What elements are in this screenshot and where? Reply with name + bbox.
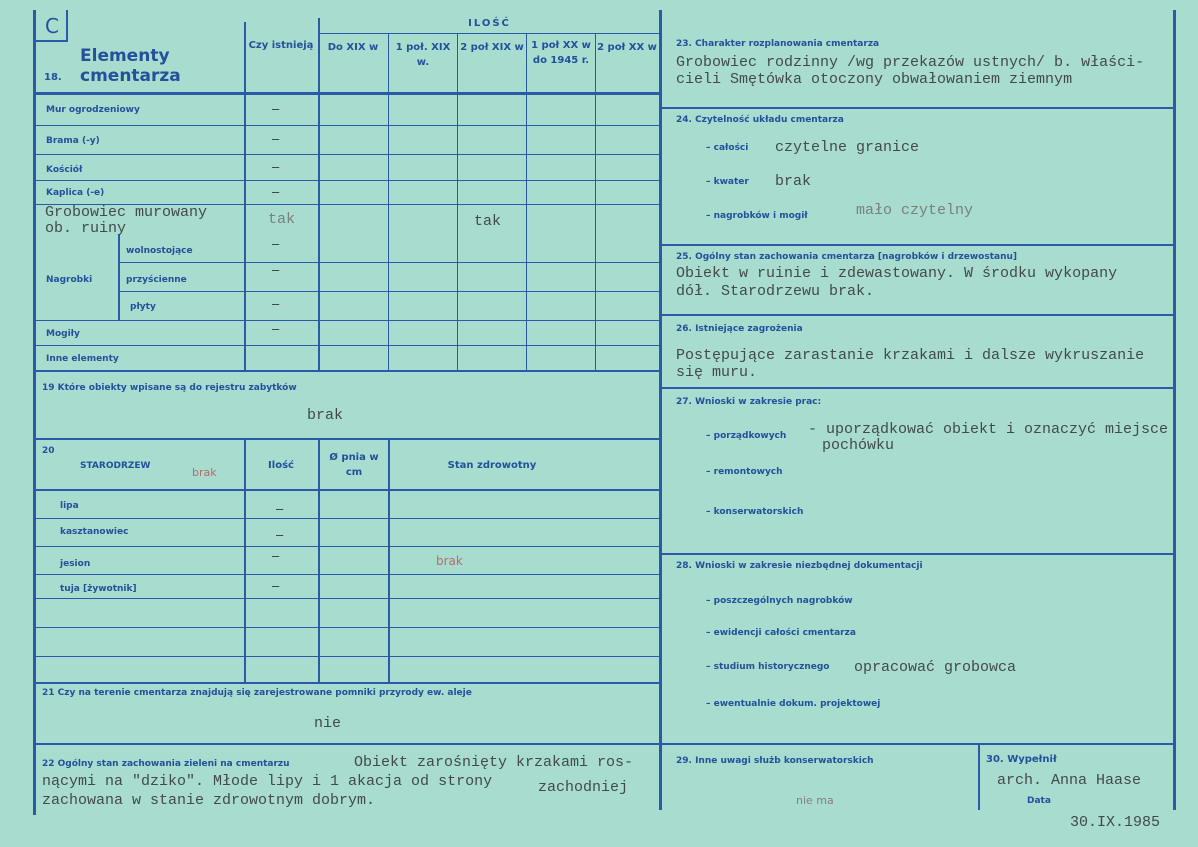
s18-title-2: cmentarza [80,66,181,86]
s23-line-1: Grobowiec rodzinny /wg przekazów ustnych/ b. właści- [676,54,1145,71]
row-brama: Brama (-y) [46,136,100,146]
przyscienne-exists: – [272,262,280,277]
category-letter: C [45,14,59,38]
rule [33,489,659,491]
rule [659,107,1175,109]
s29-label: 29. Inne uwagi służb konserwatorskich [676,756,874,766]
rule [118,234,120,320]
rule [33,682,659,684]
rule [33,92,659,95]
rule [659,387,1175,389]
handwritten-brak-1: brak [192,466,217,479]
row-plyty: płyty [130,302,156,312]
s27-konserwatorskich: – konserwatorskich [706,507,804,517]
mogily-exists: – [272,321,280,336]
rule [659,244,1175,246]
s29-value: nie ma [796,794,834,807]
s30-date: 30.IX.1985 [1070,814,1161,831]
lipa-ilosc: – [276,501,284,516]
rule [318,33,659,34]
s27-porzadkowych-line-1: - uporządkować obiekt i oznaczyć miejsce [808,421,1169,438]
jesion-ilosc: – [272,548,280,563]
s26-line-2: się muru. [676,364,758,381]
s25-line-2: dół. Starodrzewu brak. [676,283,875,300]
row-kosciol: Kościół [46,165,83,175]
s25-label: 25. Ogólny stan zachowania cmentarza [nagrobków i drzewostanu] [676,252,1017,262]
grobowiec-line-2: ob. ruiny [45,220,127,237]
s28-poszczegolnych: – poszczególnych nagrobków [706,596,853,606]
rule [659,743,1175,745]
s28-ewidencji: – ewidencji całości cmentarza [706,628,856,638]
grobowiec-exists: tak [268,211,296,228]
s24-kwater-value: brak [775,173,812,190]
col-ilosc: Ilość [268,460,294,471]
rule [526,33,527,372]
s28-studium-value: opracować grobowca [854,659,1017,676]
s27-remontowych: – remontowych [706,467,783,477]
wolnostojace-exists: – [272,236,280,251]
s24-calosci: – całości [706,143,749,153]
col-fi-pnia: Ø pnia w cm [329,452,379,478]
rule [659,10,662,810]
s20-number: 20 [42,446,55,456]
rule [33,370,659,372]
rule [318,18,320,372]
grobowiec-line-1: Grobowiec murowany [45,204,208,221]
s19-value: brak [307,407,344,424]
row-inne: Inne elementy [46,354,119,364]
s25-line-1: Obiekt w ruinie i zdewastowany. W środku wykopany [676,265,1118,282]
rule [33,743,659,745]
plyty-exists: – [272,296,280,311]
rule [978,745,980,810]
rule [659,553,1175,555]
grobowiec-period: tak [474,213,502,230]
s26-line-1: Postępujące zarastanie krzakami i dalsze wykruszanie [676,347,1145,364]
tree-kasztanowiec: kasztanowiec [60,527,129,537]
period-col-1: Do XIX w [327,42,379,53]
rule [33,546,659,547]
row-przyscienne: przyścienne [126,275,187,285]
row-mogily: Mogiły [46,329,80,339]
s27-porzadkowych-line-2: pochówku [822,437,895,454]
rule [457,33,458,372]
tree-lipa: lipa [60,501,79,511]
rule [388,33,389,372]
s24-label: 24. Czytelność układu cmentarza [676,115,844,125]
rule [1173,10,1176,810]
handwritten-brak-2: brak [436,554,463,568]
rule [33,10,36,815]
rule [33,125,659,126]
rule [388,440,390,682]
rule [33,518,659,519]
col-czy-istnieja: Czy istnieją [248,40,314,51]
kasztanowiec-ilosc: – [276,527,284,542]
s18-title-1: Elementy [80,46,170,66]
rule [33,154,659,155]
s24-calosci-value: czytelne granice [775,139,920,156]
rule [244,440,246,682]
mur-exists: – [272,101,280,116]
s22-line-2b: zachodniej [538,779,629,796]
s30-data-label: Data [1027,796,1051,806]
period-col-3: 2 poł XIX w [460,42,524,53]
rule [318,440,320,682]
tree-tuja: tuja [żywotnik] [60,584,137,594]
brama-exists: – [272,131,280,146]
s19-label: 19 Które obiekty wpisane są do rejestru zabytków [42,383,297,393]
row-kaplica: Kaplica (-e) [46,188,105,198]
tuja-ilosc: – [272,578,280,593]
rule [33,345,659,346]
col-stan-zdrowotny: Stan zdrowotny [447,460,537,471]
s23-label: 23. Charakter rozplanowania cmentarza [676,39,880,49]
row-mur: Mur ogrodzeniowy [46,105,140,115]
rule [33,320,659,321]
s27-label: 27. Wnioski w zakresie prac: [676,397,822,407]
s22-label: 22 Ogólny stan zachowania zieleni na cmentarzu [42,759,290,769]
rule [659,314,1175,316]
s28-label: 28. Wnioski w zakresie niezbędnej dokumentacji [676,561,923,571]
s23-line-2: cieli Smętówka otoczony obwałowaniem ziemnym [676,71,1073,88]
kosciol-exists: – [272,159,280,174]
s30-name: arch. Anna Haase [997,772,1142,789]
s28-studium: – studium historycznego [706,662,830,672]
s28-projektowej: – ewentualnie dokum. projektowej [706,699,881,709]
s30-label: 30. Wypełnił [986,754,1057,765]
s18-number: 18. [44,72,62,83]
s22-line-3: zachowana w stanie zdrowotnym dobrym. [42,792,376,809]
s21-label: 21 Czy na terenie cmentarza znajdują się zarejestrowane pomniki przyrody ew. aleje [42,688,472,698]
period-col-5: 2 poł XX w [597,42,657,53]
s24-kwater: – kwater [706,177,749,187]
kaplica-exists: – [272,184,280,199]
rule [33,180,659,181]
s24-nagrobkow-value: mało czytelny [856,202,974,219]
row-nagrobki: Nagrobki [46,275,93,285]
row-wolnostojace: wolnostojące [126,246,193,256]
period-col-4: 1 poł XX w do 1945 r. [531,40,591,66]
rule [33,627,659,628]
s21-value: nie [314,715,342,732]
rule [595,33,596,372]
rule [33,656,659,657]
s22-line-1: Obiekt zarośnięty krzakami ros- [354,754,634,771]
period-col-2: 1 poł. XIX w. [395,42,451,68]
s27-porzadkowych: – porządkowych [706,431,787,441]
s22-line-2a: nącymi na "dziko". Młode lipy i 1 akacja od strony [42,773,493,790]
s26-label: 26. Istniejące zagrożenia [676,324,803,334]
rule [33,574,659,575]
rule [33,438,659,440]
rule [244,22,246,372]
s24-nagrobkow: – nagrobków i mogił [706,211,808,221]
s20-title: STARODRZEW [80,461,151,471]
rule [33,598,659,599]
tree-jesion: jesion [60,559,91,569]
ilosc-header: ILOŚĆ [468,18,511,29]
